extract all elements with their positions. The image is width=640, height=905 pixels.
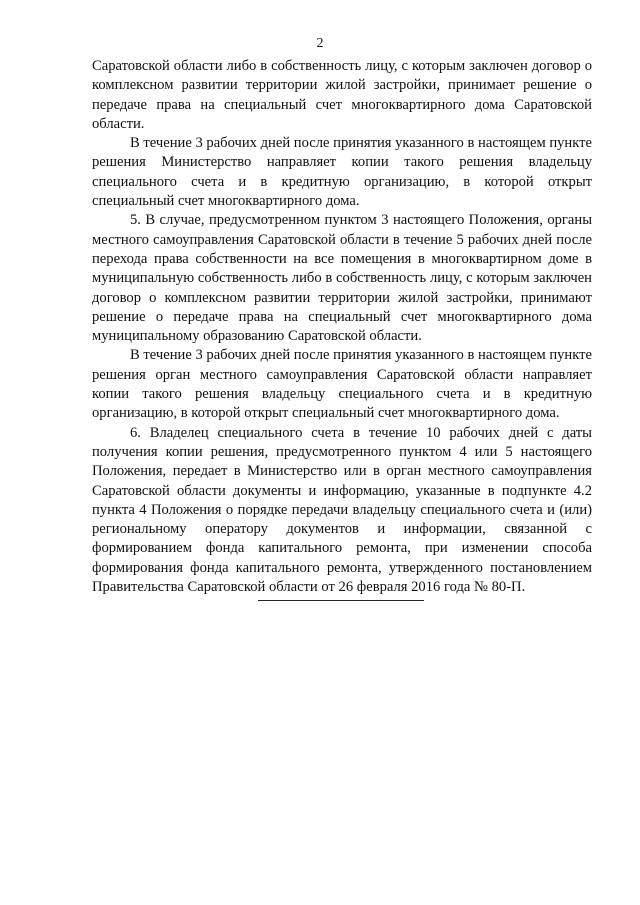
paragraph-item-6: 6. Владелец специального счета в течение 10 рабочих дней с даты получения копии решения, предусмотренного пунктом 4 или 5 настоящего Положения, передает в Министерство или в орган местного самоуправления Саратовской области документы и информацию, указанные в подпункте 4.2 пункта 4 Положения о порядке передачи владельцу специального счета и (или) региональному оператору документов и информации, связанной с формированием фонда капитального ремонта, при изменении способа формирования фонда капитального ремонта, утвержденного постановлением Правительства Саратовской области от 26 февраля 2016 года № 80-П. xyxy=(92,424,592,596)
document-body xyxy=(92,57,592,597)
end-of-document-rule xyxy=(258,600,424,601)
paragraph-ministry-copies: В течение 3 рабочих дней после принятия указанного в настоящем пункте решения Министерство направляет копии такого решения владельцу специального счета и в кредитную организацию, в которой открыт специальный счет многоквартирного дома. xyxy=(92,135,592,210)
paragraph-item-5: 5. В случае, предусмотренном пунктом 3 настоящего Положения, органы местного самоуправления Саратовской области в течение 5 рабочих дней после перехода права собственности на все помещения в многоквартирном доме в муниципальную собственность либо в собственность лицу, с которым заключен договор о комплексном развитии территории жилой застройки, принимают решение о передаче права на специальный счет многоквартирного дома муниципальному образованию Саратовской области. xyxy=(92,212,592,345)
paragraph-continuation: Саратовской области либо в собственность лицу, с которым заключен договор о комплексном развитии территории жилой застройки, принимает решение о передаче права на специальный счет многоквартирного дома Саратовской области. xyxy=(92,58,592,132)
paragraph-local-copies: В течение 3 рабочих дней после принятия указанного в настоящем пункте решения орган местного самоуправления Саратовской области направляет копии такого решения владельцу специального счета и в кредитную организацию, в которой открыт специальный счет многоквартирного дома. xyxy=(92,347,592,422)
page-number: 2 xyxy=(316,36,324,51)
